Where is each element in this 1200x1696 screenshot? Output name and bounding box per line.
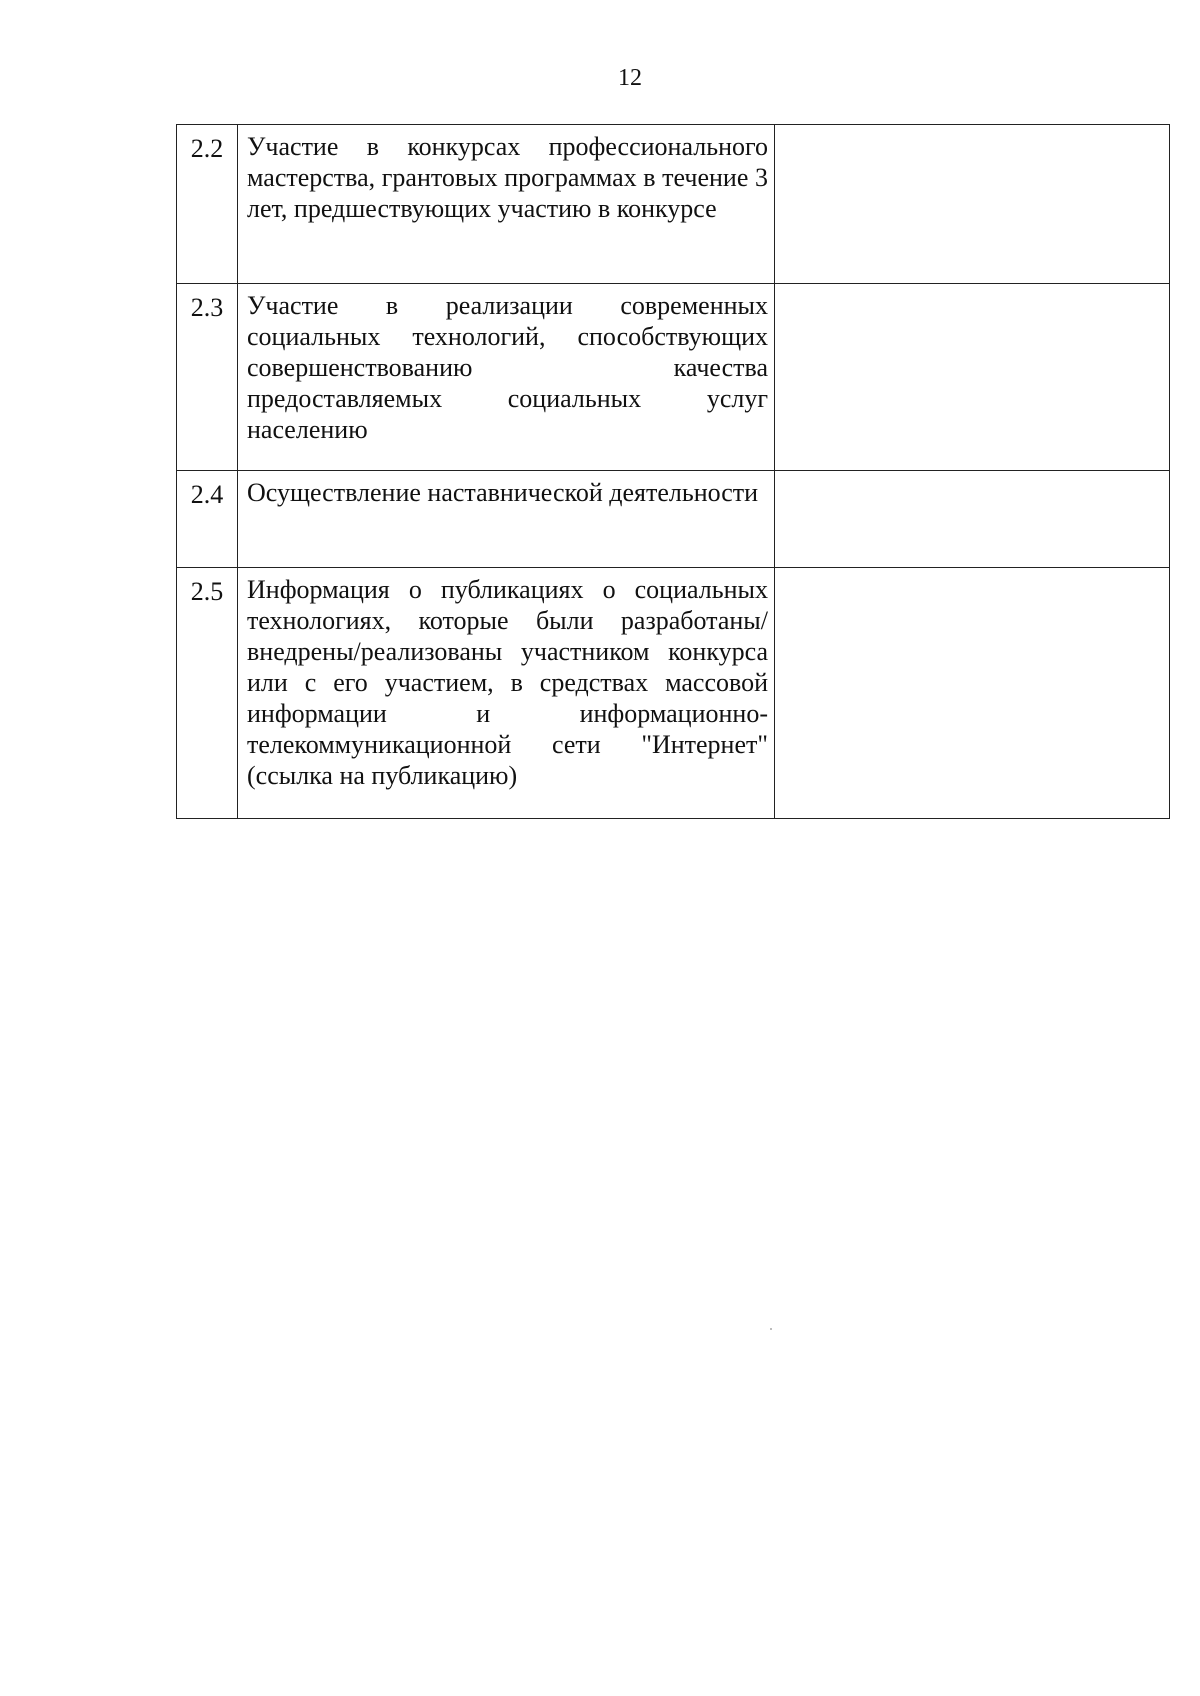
criterion-text: Информация о публикациях о социальных технологиях, которые были разработаны/внедрены/реализованы участником конкурса или с его участием, в средствах массовой информации и информационно-телекоммуникационной сети "Интернет" (ссылка на публикацию) <box>238 568 775 819</box>
row-number: 2.4 <box>177 471 238 568</box>
value-cell <box>775 471 1170 568</box>
value-cell <box>775 568 1170 819</box>
table-row <box>177 471 1170 568</box>
page-number: 12 <box>618 65 642 91</box>
row-number: 2.2 <box>177 125 238 284</box>
criterion-text: Участие в реализации современных социальных технологий, способствующих совершенствованию качества предоставляемых социальных услуг населению <box>238 284 775 471</box>
table-row <box>177 284 1170 471</box>
row-number: 2.3 <box>177 284 238 471</box>
criteria-table <box>176 124 1170 819</box>
value-cell <box>775 125 1170 284</box>
scan-speck <box>770 1328 772 1330</box>
row-number: 2.5 <box>177 568 238 819</box>
table-row <box>177 125 1170 284</box>
table-row <box>177 568 1170 819</box>
criterion-text: Участие в конкурсах профессионального мастерства, грантовых программах в течение 3 лет, предшествующих участию в конкурсе <box>238 125 775 284</box>
value-cell <box>775 284 1170 471</box>
criterion-text: Осуществление наставнической деятельности <box>238 471 775 568</box>
